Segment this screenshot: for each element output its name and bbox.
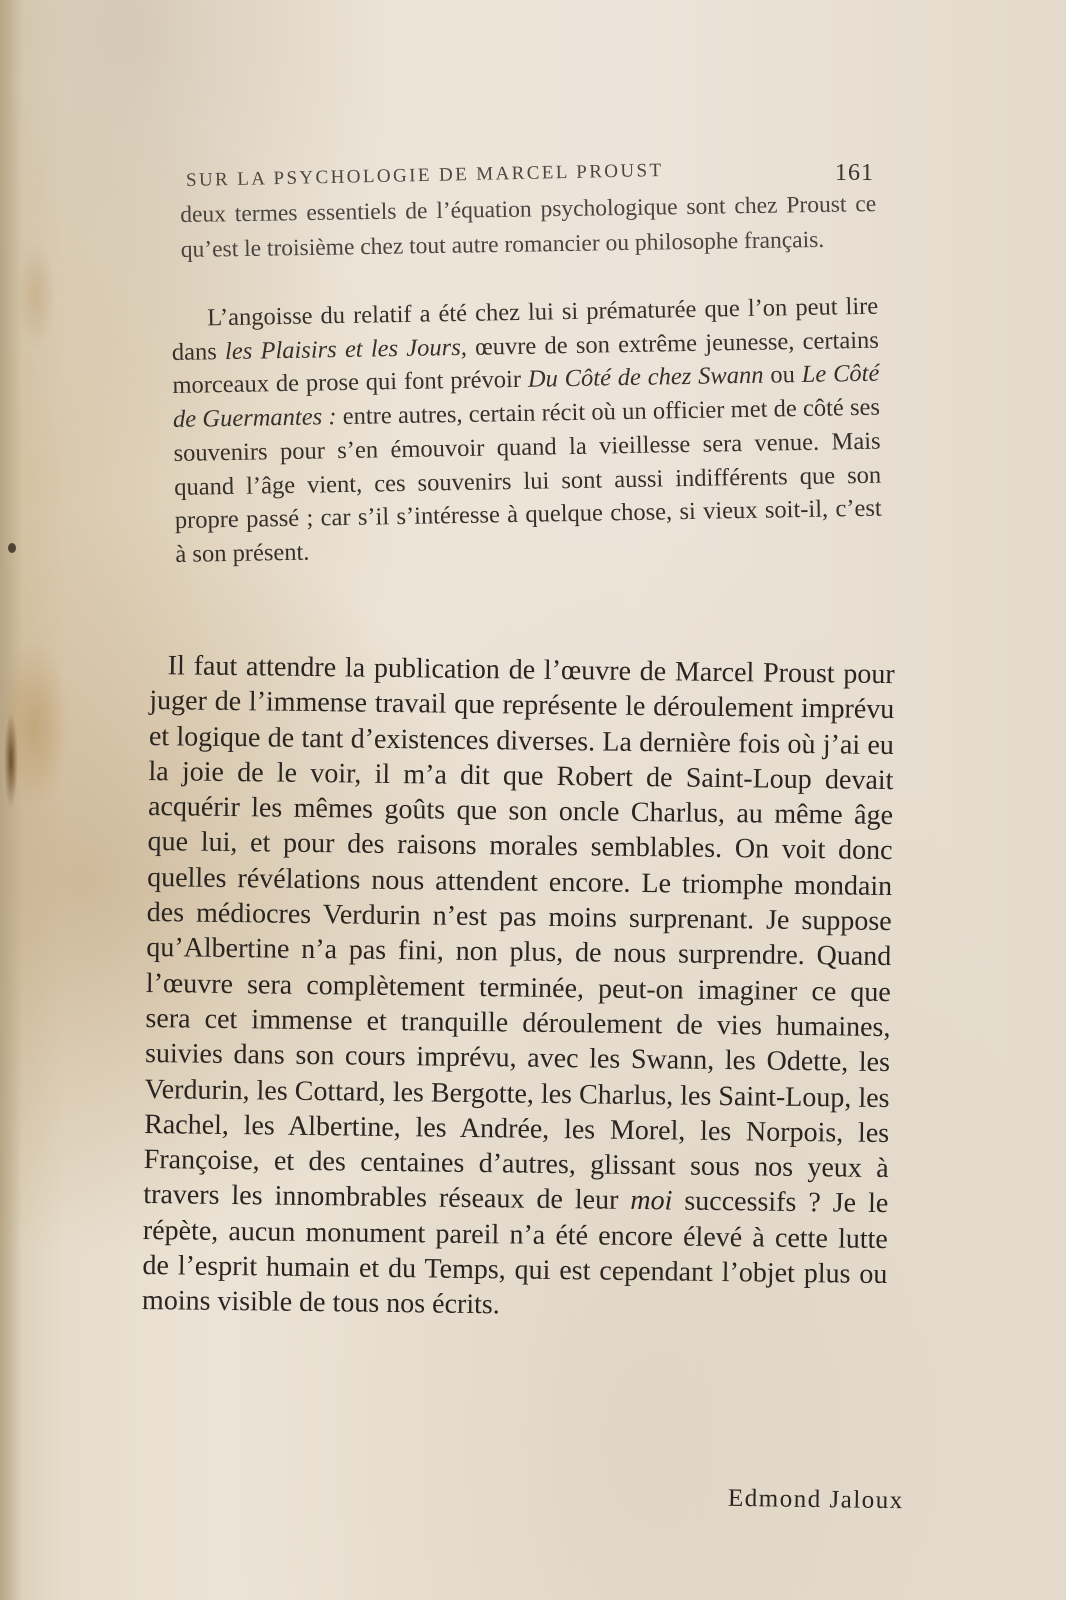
paragraph-text: ou <box>763 361 802 390</box>
italic-moi: moi <box>630 1185 673 1217</box>
foxing-stain-dark <box>4 712 18 808</box>
paragraph-text: Il faut attendre la publication de l’œuvre de Marcel Proust pour juger de l’immense travail que représente le déroulement imprévu et logique de tant d’existences diverses. La dernière fois où j’ai eu la joie de le voir, il m’a dit que Robert de Saint-Loup devait acquérir les mêmes goûts que son oncle Charlus, au même âge que lui, et pour des raisons morales semblables. On voit donc quelles révélations nous attendent encore. Le triomphe mondain des médiocres Verdurin n’est pas moins surprenant. Je suppose qu’Albertine n’a pas fini, non plus, de nous surprendre. Quand l’œuvre sera complètement terminée, peut-on imaginer ce que sera cet immense et tranquille déroulement de vies humaines, suivies dans son cours imprévu, avec les Swann, les Odette, les Verdurin, les Cottard, les Bergotte, les Charlus, les Saint-Loup, les Rachel, les Albertine, les Andrée, les Morel, les Norpois, les Françoise, et des centaines d’autres, glissant sous nos yeux à travers les innombrables réseaux de leur <box>143 650 895 1217</box>
foxing-stain-upper <box>16 240 56 350</box>
running-title: SUR LA PSYCHOLOGIE DE MARCEL PROUST <box>185 160 664 191</box>
book-title-guermantes: Le Côté de Guermantes : <box>172 360 880 434</box>
paragraph-publication <box>142 648 895 1328</box>
book-title-plaisirs: les Plaisirs et les Jours, <box>224 333 468 365</box>
paragraph-angoisse <box>171 290 883 572</box>
ink-speck <box>8 543 16 553</box>
book-title-swann: Du Côté de chez Swann <box>527 362 764 394</box>
author-signature: Edmond Jaloux <box>728 1484 905 1515</box>
paragraph-text: deux termes essentiels de l’équation psychologique sont chez Proust ce qu’est le troisième chez tout autre romancier ou philosophe français. <box>180 191 877 263</box>
paragraph-text: entre autres, certain récit où un officier met de côté ses souvenirs pour s’en émouvoir quand la vieillesse sera venue. Mais quand l’âge vient, ces souvenirs lui sont aussi indifférents que son propre passé ; car s’il s’intéresse à quelque chose, si vieux soit-il, c’est à son présent. <box>173 393 882 568</box>
paragraph-text: L’angoisse du relatif a été chez lui si prématurée que l’on peut lire dans <box>171 292 879 366</box>
paragraph-text: successifs ? Je le répète, aucun monument pareil n’a été encore élevé à cette lutte de l’esprit humain et du Temps, qui est cependant l’objet plus ou moins visible de tous nos écrits. <box>141 1185 889 1321</box>
paragraph-continuation <box>180 187 877 267</box>
paragraph-text: œuvre de son extrême jeunesse, certains morceaux de prose qui font prévoir <box>172 326 880 400</box>
page-number: 161 <box>835 160 874 186</box>
